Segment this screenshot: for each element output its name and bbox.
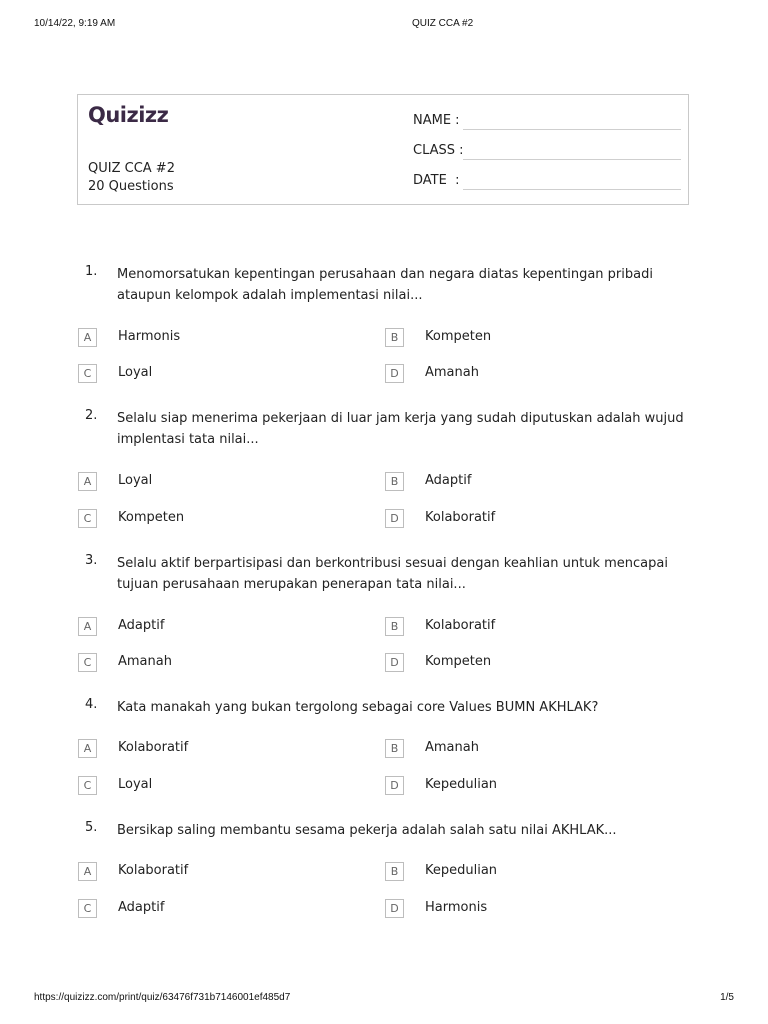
option-text: Amanah — [118, 654, 172, 669]
date-label: DATE : — [413, 173, 460, 188]
option-letter-box: A — [78, 617, 97, 636]
option-text: Kolaboratif — [425, 510, 496, 525]
option-letter-box: B — [385, 739, 404, 758]
option-letter-box: A — [78, 472, 97, 491]
option-text: Adaptif — [118, 900, 165, 915]
question-count: 20 Questions — [88, 179, 174, 194]
option-text: Loyal — [118, 777, 153, 792]
option-letter-box: D — [385, 776, 404, 795]
name-field — [413, 113, 681, 133]
name-label: NAME : — [413, 113, 460, 128]
option-letter-box: D — [385, 364, 404, 383]
name-line — [463, 129, 681, 130]
option-letter-box: B — [385, 862, 404, 881]
date-line — [463, 189, 681, 190]
class-label: CLASS : — [413, 143, 464, 158]
class-field — [413, 143, 681, 163]
option-text: Kolaboratif — [425, 618, 496, 633]
option-letter-box: C — [78, 776, 97, 795]
option-text: Kepedulian — [425, 863, 498, 878]
option-letter-box: C — [78, 899, 97, 918]
option-text: Harmonis — [118, 329, 181, 344]
print-title: QUIZ CCA #2 — [412, 18, 474, 29]
option-text: Kolaboratif — [118, 863, 189, 878]
question-text: Bersikap saling membantu sesama pekerja adalah salah satu nilai AKHLAK... — [117, 823, 617, 838]
option-text: Harmonis — [425, 900, 488, 915]
option-text: Kompeten — [425, 654, 492, 669]
option-text: Kompeten — [425, 329, 492, 344]
option-letter-box: B — [385, 472, 404, 491]
option-text: Kolaboratif — [118, 740, 189, 755]
class-line — [463, 159, 681, 160]
question-number: 2. — [85, 408, 98, 423]
quiz-title: QUIZ CCA #2 — [88, 161, 175, 176]
question-number: 5. — [85, 820, 98, 835]
print-datetime: 10/14/22, 9:19 AM — [34, 18, 116, 29]
option-letter-box: A — [78, 328, 97, 347]
question-number: 3. — [85, 553, 98, 568]
option-letter-box: A — [78, 862, 97, 881]
option-letter-box: D — [385, 899, 404, 918]
question-text: Selalu siap menerima pekerjaan di luar jam kerja yang sudah diputuskan adalah wujud implentasi tata nilai... — [117, 411, 684, 447]
option-letter-box: B — [385, 617, 404, 636]
quizizz-logo: Quizizz — [88, 103, 169, 127]
question-text: Kata manakah yang bukan tergolong sebagai core Values BUMN AKHLAK? — [117, 700, 599, 715]
option-text: Amanah — [425, 740, 479, 755]
option-text: Loyal — [118, 365, 153, 380]
date-field — [413, 173, 681, 193]
option-text: Adaptif — [425, 473, 472, 488]
option-letter-box: D — [385, 509, 404, 528]
quiz-header-box — [77, 94, 689, 205]
question-number: 4. — [85, 697, 98, 712]
option-letter-box: C — [78, 653, 97, 672]
question-text: Selalu aktif berpartisipasi dan berkontribusi sesuai dengan keahlian untuk mencapai tujuan perusahaan merupakan penerapan tata nilai... — [117, 556, 668, 592]
option-text: Adaptif — [118, 618, 165, 633]
print-footer — [34, 992, 734, 1006]
option-text: Amanah — [425, 365, 479, 380]
question-number: 1. — [85, 264, 98, 279]
option-letter-box: A — [78, 739, 97, 758]
page-number: 1/5 — [720, 992, 734, 1003]
print-header — [34, 18, 734, 32]
option-text: Loyal — [118, 473, 153, 488]
print-url: https://quizizz.com/print/quiz/63476f731b7146001ef485d7 — [34, 992, 291, 1003]
option-text: Kompeten — [118, 510, 185, 525]
question-text: Menomorsatukan kepentingan perusahaan dan negara diatas kepentingan pribadi ataupun kelompok adalah implementasi nilai... — [117, 267, 653, 303]
option-letter-box: C — [78, 364, 97, 383]
option-text: Kepedulian — [425, 777, 498, 792]
option-letter-box: B — [385, 328, 404, 347]
option-letter-box: C — [78, 509, 97, 528]
option-letter-box: D — [385, 653, 404, 672]
